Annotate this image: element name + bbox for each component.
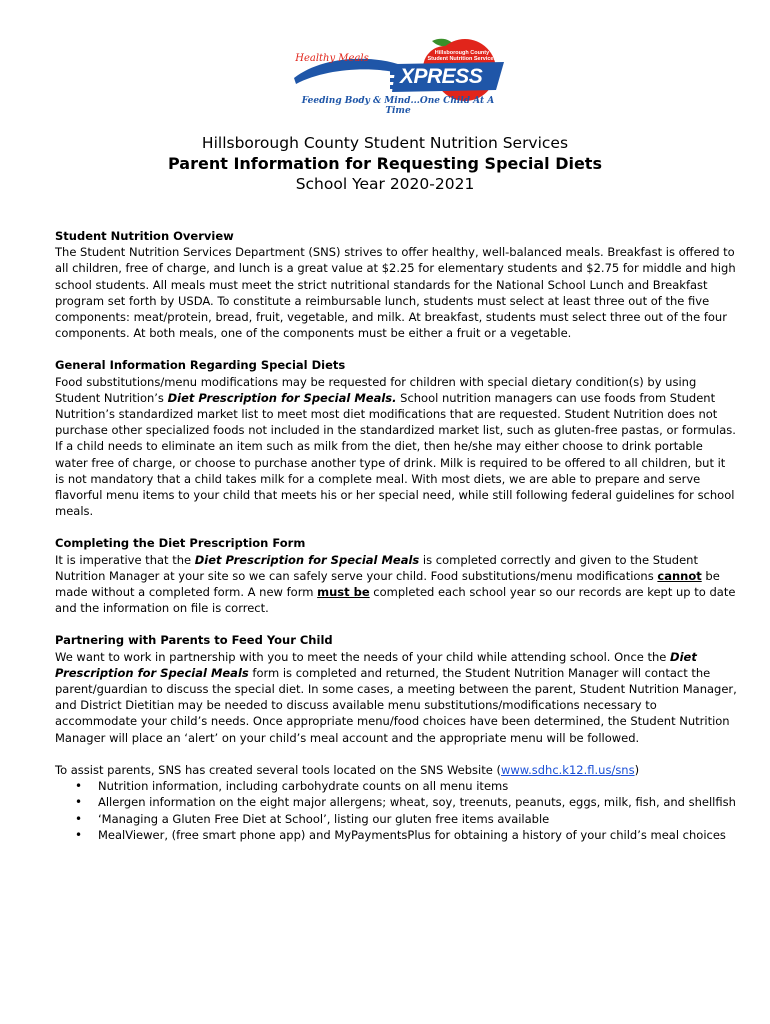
list-item: • MealViewer, (free smart phone app) and MyPaymentsPlus for obtaining a history of your child’s meal choices (98, 827, 737, 843)
section-partnering (55, 632, 737, 745)
paragraph-text: School nutrition managers can use foods from Student Nutrition’s standardized market list to meet most diet modifications that are requested. Student Nutrition does not purchase other specialized foods not included in the standardized market list, such as gluten-free pastas, or formulas. If a child needs to eliminate an item such as milk from the diet, then he/she may either choose to drink portable water free of charge, or choose to purchase another type of drink. Milk is required to be offered to all children, but it is not mandatory that a child takes milk for a complete meal. With most diets, we are able to prepare and serve flavorful menu items to your child that meets his or her special need, while still following federal guidelines for school meals. (55, 390, 736, 519)
paragraph-text: be made without a completed form. A new form (55, 568, 720, 600)
paragraph-text: form is completed and returned, the Student Nutrition Manager will contact the parent/guardian to discuss the special diet. In some cases, a meeting between the parent, Student Nutrition Manager, and District Dietitian may be needed to discuss available menu substitutions/modifications necessary to accommodate your child’s needs. Once appropriate menu/food choices have been determined, the Student Nutrition Manager will place an ‘alert’ on your child’s meal account and the appropriate menu will be followed. (55, 665, 737, 745)
logo-tagline: Feeding Body & Mind...One Child At A Time (301, 96, 495, 116)
section-general-information (55, 357, 737, 519)
document-body (55, 228, 737, 859)
section-heading: Completing the Diet Prescription Form (55, 536, 306, 551)
header-org-title: Hillsborough County Student Nutrition Services (201, 134, 569, 152)
list-item: • Nutrition information, including carbohydrate counts on all menu items (98, 778, 737, 794)
cannot-emphasis: cannot (657, 568, 702, 583)
tools-list (55, 778, 737, 843)
logo-healthy-meals-text: Healthy Meals (295, 53, 369, 64)
tools-intro (55, 762, 737, 778)
page-title: Parent Information for Requesting Special Diets (168, 154, 602, 173)
list-item: • ‘Managing a Gluten Free Diet at School’, listing our gluten free items available (98, 811, 737, 827)
section-completing-form (55, 535, 737, 616)
section-paragraph (55, 649, 737, 746)
section-overview (55, 228, 737, 341)
form-name-emphasis: Diet Prescription for Special Meals (55, 649, 697, 680)
school-year: School Year 2020-2021 (295, 175, 475, 193)
form-name-emphasis: Diet Prescription for Special Meals. (167, 390, 397, 405)
logo-org-name: Hillsborough County Student Nutrition Services (427, 50, 497, 62)
paragraph-text: Food substitutions/menu modifications may be requested for children with special dietary condition(s) by using Student Nutrition’s (55, 374, 697, 405)
paragraph-text: It is imperative that the (55, 552, 195, 567)
section-heading: Partnering with Parents to Feed Your Child (55, 633, 333, 648)
form-name-emphasis: Diet Prescription for Special Meals (194, 552, 420, 567)
paragraph-text: ) (634, 762, 640, 777)
list-item: • Allergen information on the eight major allergens; wheat, soy, treenuts, peanuts, eggs, milk, fish, and shellfish (98, 794, 737, 810)
must-be-emphasis: must be (317, 585, 370, 600)
sns-website-link[interactable]: www.sdhc.k12.fl.us/sns (500, 762, 635, 777)
section-paragraph (55, 374, 737, 520)
section-heading: Student Nutrition Overview (55, 229, 234, 243)
section-paragraph (55, 552, 737, 617)
logo-express-text: XPRESS (400, 65, 483, 88)
healthy-meals-express-logo (282, 38, 512, 116)
paragraph-text: completed each school year so our records are kept up to date and the information on file is correct. (55, 585, 736, 616)
section-tools (55, 762, 737, 843)
section-heading: General Information Regarding Special Diets (55, 358, 346, 373)
paragraph-text: is completed correctly and given to the Student Nutrition Manager at your site so we can safely serve your child. Food substitutions/menu modifications (55, 552, 698, 583)
paragraph-text: To assist parents, SNS has created several tools located on the SNS Website ( (55, 762, 501, 777)
paragraph-text: We want to work in partnership with you to meet the needs of your child while attending school. Once the (55, 649, 671, 664)
section-paragraph: The Student Nutrition Services Department (SNS) strives to offer healthy, well-balanced meals. Breakfast is offered to all children, free of charge, and lunch is a great value at $2.25 for elementary students and $2.75 for middle and high school students. All meals must meet the strict nutritional standards for the National School Lunch and Breakfast program set forth by USDA. To constitute a reimbursable lunch, students must select at least three out of the five components: meat/protein, bread, fruit, vegetable, and milk. At breakfast, students must select three out of the four components. At both meals, one of the components must be either a fruit or a vegetable. (55, 245, 736, 341)
